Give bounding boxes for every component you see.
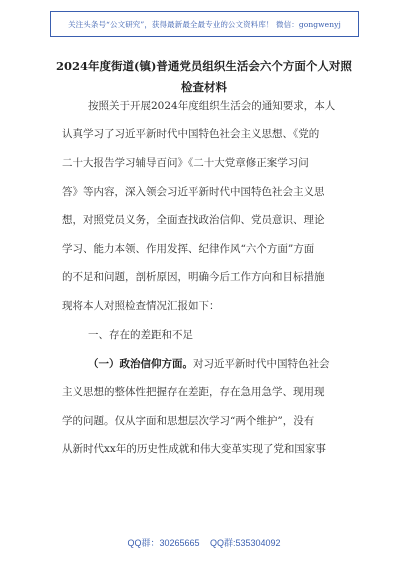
document-title-line-1: 2024年度街道(镇)普通党员组织生活会六个方面个人对照	[56, 59, 352, 73]
document-title-line-2: 检查材料	[181, 80, 227, 94]
intro-line: 按照关于开展2024年度组织生活会的通知要求，本人	[88, 100, 336, 112]
intro-line: 二十大报告学习辅导百问》《二十大党章修正案学习问	[62, 157, 309, 169]
subsection-label: （一）政治信仰方面。	[88, 358, 193, 370]
subsection-first-line	[0, 357, 408, 371]
header-banner	[50, 11, 359, 37]
intro-line: 想，对照党员义务，全面查找政治信仰、党员意识、理论	[62, 214, 325, 226]
footer-qq-group-2: QQ群:535304092	[210, 538, 281, 548]
section-heading: 一、存在的差距和不足	[88, 329, 193, 341]
header-banner-text: 关注头条号“公文研究”，获得最新最全最专业的公文资料库！ 微信：gongwenyj	[68, 19, 341, 29]
subsection-line: 学的问题。仅从字面和思想层次学习“两个维护”，没有	[62, 415, 315, 427]
footer	[0, 536, 408, 549]
subsection-line: 主义思想的整体性把握存在差距，存在急用急学、现用现	[62, 386, 325, 398]
subsection-line: 从新时代xx年的历史性成就和伟大变革实现了党和国家事	[62, 443, 326, 455]
intro-line: 答》等内容，深入领会习近平新时代中国特色社会主义思	[62, 186, 325, 198]
intro-line: 认真学习了习近平新时代中国特色社会主义思想、《党的	[62, 128, 320, 140]
intro-line: 学习、能力本领、作用发挥、纪律作风“六个方面”方面	[62, 243, 315, 255]
footer-qq-group-1: QQ群：30265665	[127, 538, 200, 548]
subsection-first-line-text: 对习近平新时代中国特色社会	[193, 358, 330, 370]
intro-line: 的不足和问题，剖析原因，明确今后工作方向和目标措施	[62, 271, 325, 283]
intro-line: 现将本人对照检查情况汇报如下：	[62, 300, 220, 312]
